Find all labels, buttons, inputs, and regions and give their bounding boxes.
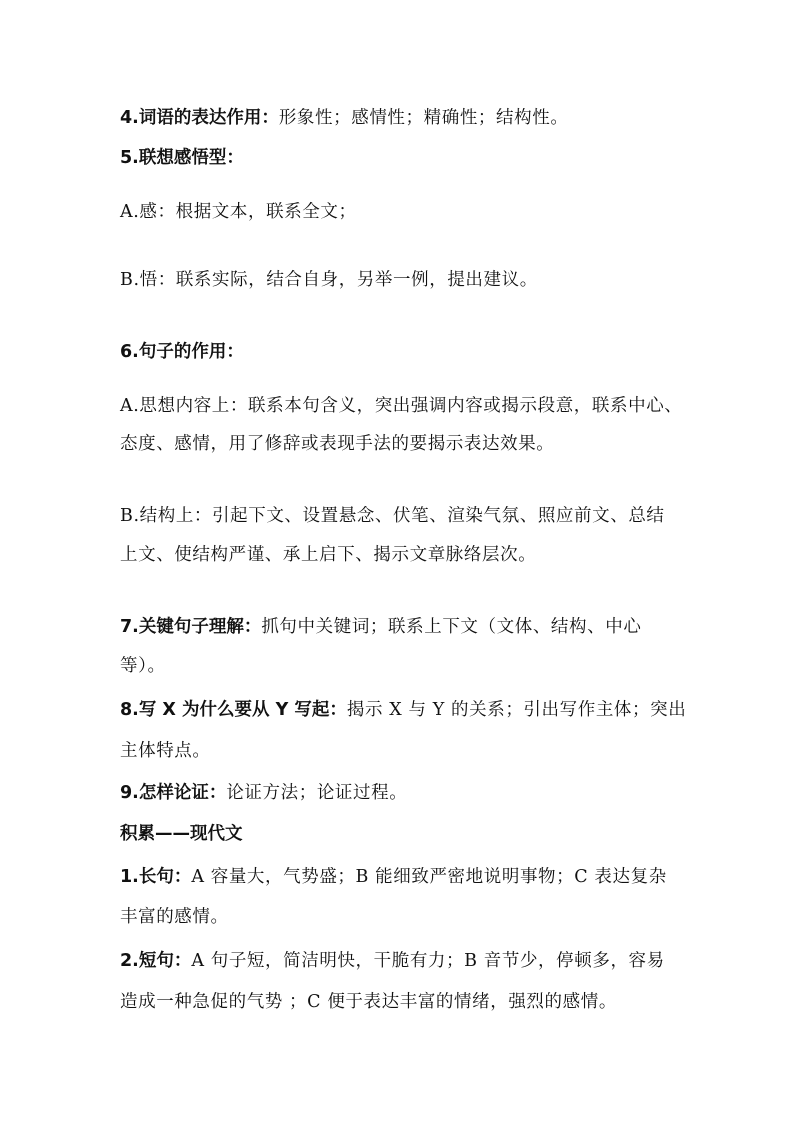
item-6b-structure-line-2 [120,543,690,567]
item-2-short-sentence-line-2 [120,990,690,1014]
item-9-argumentation [120,781,690,805]
item-7-key-sentence-line-1 [120,615,690,639]
item-text: B.悟：联系实际，结合自身，另举一例，提出建议。 [120,270,538,290]
item-6b-structure-line-1 [120,504,690,528]
item-text: 揭示 X 与 Y 的关系；引出写作主体；突出 [346,700,687,720]
item-text: A 句子短，简洁明快，干脆有力；B 音节少，停顿多，容易 [191,951,665,971]
item-text: 丰富的感情。 [120,907,229,927]
item-6-sentence-function-heading [120,340,690,364]
item-1-long-sentence-line-1 [120,865,690,889]
item-text: 抓句中关键词；联系上下文（文体、结构、中心 [261,617,642,637]
item-text: 态度、感情，用了修辞或表现手法的要揭示表达效果。 [120,434,555,454]
item-heading: 8.写 X 为什么要从 Y 写起： [120,700,347,720]
item-text: A.思想内容上：联系本句含义，突出强调内容或揭示段意，联系中心、 [120,396,683,416]
item-heading: 5.联想感悟型： [120,148,244,168]
section-heading-modern-prose [120,822,690,846]
item-text: 主体特点。 [120,741,211,761]
item-text: 形象性；感情性；精确性；结构性。 [278,108,569,128]
item-7-key-sentence-line-2 [120,654,690,678]
item-5b-insight [120,268,690,292]
item-heading: 6.句子的作用： [120,342,244,362]
item-heading: 2.短句： [120,951,192,971]
item-text: 上文、使结构严谨、承上启下、揭示文章脉络层次。 [120,545,537,565]
item-text: 造成一种急促的气势 ；C 便于表达丰富的情绪，强烈的感情。 [120,992,617,1012]
item-heading: 4.词语的表达作用： [120,108,279,128]
item-heading: 9.怎样论证： [120,783,227,803]
item-heading: 1.长句： [120,867,192,887]
item-6a-content-line-2 [120,432,690,456]
section-heading: 积累——现代文 [120,824,243,844]
item-text: B.结构上：引起下文、设置悬念、伏笔、渲染气氛、照应前文、总结 [120,506,665,526]
item-6a-content-line-1 [120,394,690,418]
item-2-short-sentence-line-1 [120,949,690,973]
item-text: A 容量大，气势盛；B 能细致严密地说明事物；C 表达复杂 [191,867,667,887]
item-1-long-sentence-line-2 [120,905,690,929]
item-text: 等）。 [120,656,166,676]
item-5a-feeling [120,200,690,224]
item-8-why-start-line-1 [120,698,690,722]
item-4-word-expression [120,106,690,130]
item-8-why-start-line-2 [120,739,690,763]
item-text: A.感：根据文本，联系全文； [120,202,357,222]
item-heading: 7.关键句子理解： [120,617,262,637]
item-text: 论证方法；论证过程。 [226,783,408,803]
item-5-association-heading [120,146,690,170]
